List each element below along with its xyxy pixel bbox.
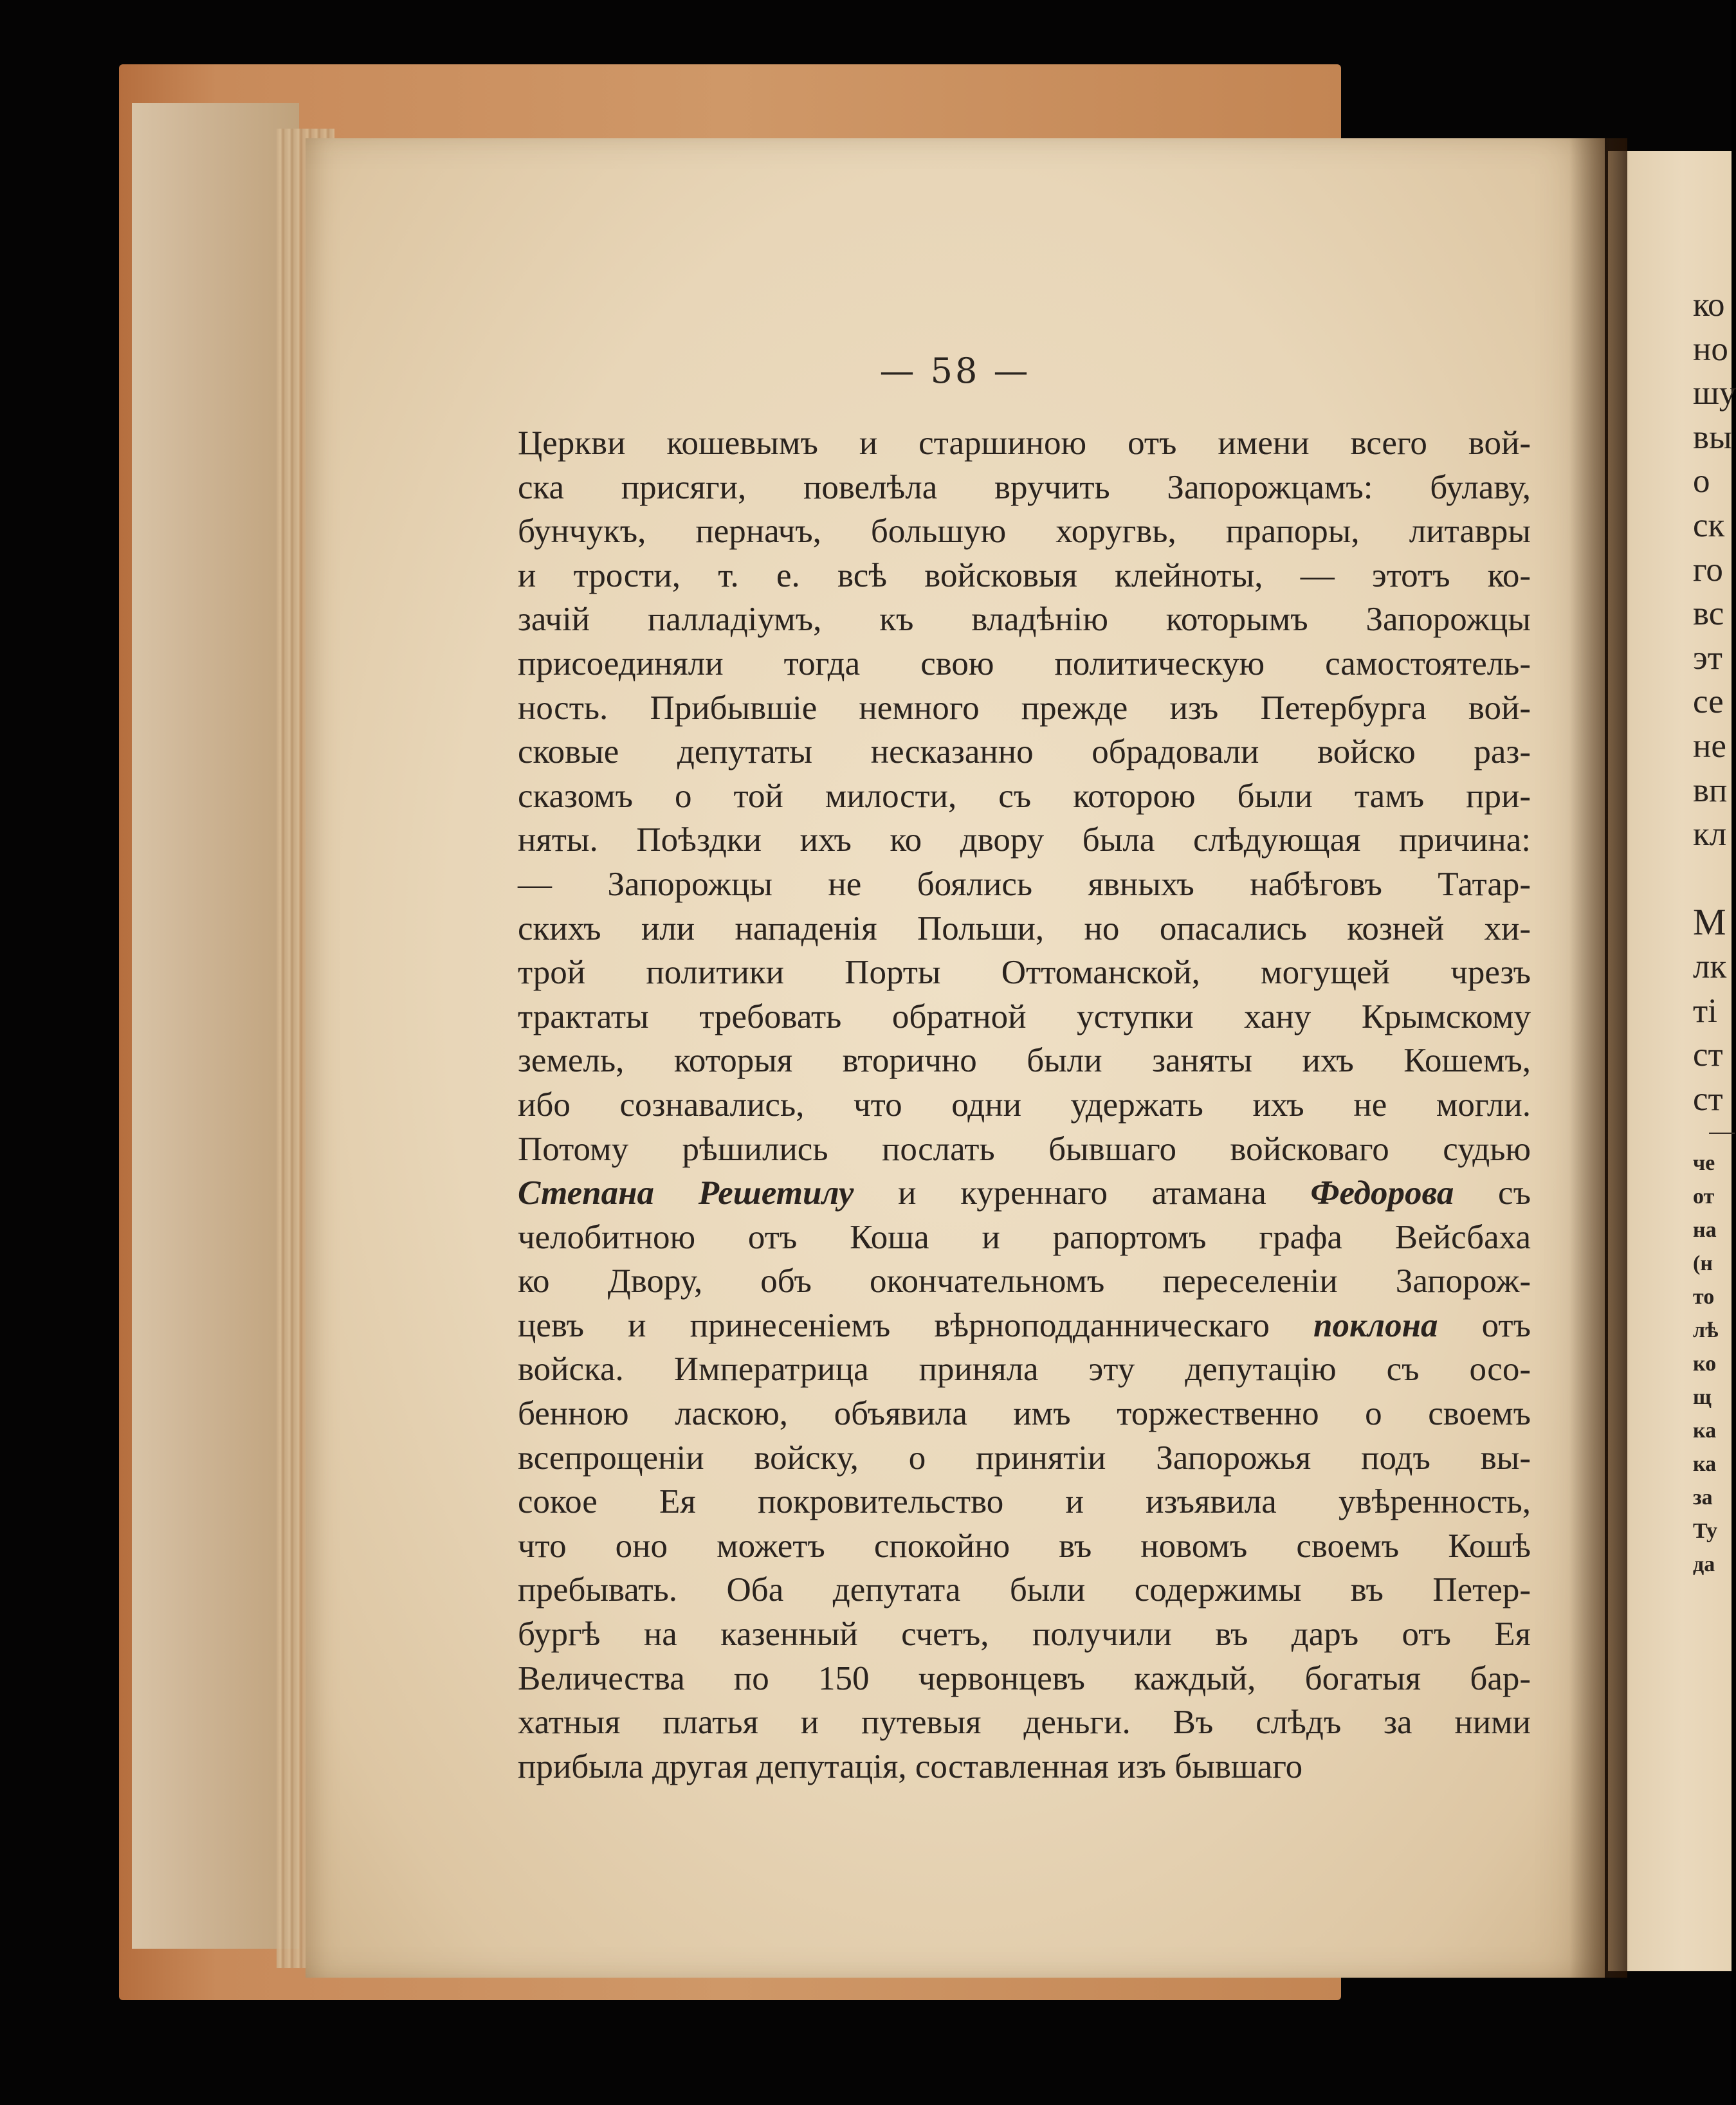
- footnote-fragment: за: [1693, 1486, 1713, 1510]
- emphasized-word: поклона: [1313, 1306, 1438, 1344]
- person-name: Степана Решетилу: [518, 1174, 854, 1212]
- footnote-fragment: ко: [1693, 1352, 1717, 1376]
- person-name: Федорова: [1310, 1174, 1454, 1212]
- text-line: всепрощеніи войску, о принятіи Запорожья подъ вы-: [518, 1439, 1531, 1477]
- text-line: хатныя платья и путевыя деньги. Въ слѣдъ за ними: [518, 1704, 1531, 1742]
- text-line: Величества по 150 червонцевъ каждый, богатыя бар-: [518, 1659, 1531, 1697]
- footnote-fragment: (н: [1693, 1252, 1713, 1276]
- text-line: трактаты требовать обратной уступки хану Крымскому: [518, 998, 1531, 1035]
- spacer: [1693, 857, 1736, 901]
- fragment: лк: [1693, 947, 1727, 985]
- page-block-edge: [132, 103, 299, 1949]
- text-line: Церкви кошевымъ и старшиною отъ имени всего вой-: [518, 424, 1531, 462]
- footnote-fragment: Ту: [1693, 1519, 1717, 1544]
- text-line: няты. Поѣздки ихъ ко двору была слѣдующая причина:: [518, 821, 1531, 859]
- text-line: сковые депутаты несказанно обрадовали войско раз-: [518, 733, 1531, 771]
- text-line: ко Двору, объ окончательномъ переселеніи Запорож-: [518, 1262, 1531, 1300]
- book-page-left: [306, 138, 1605, 1978]
- text-line: Потому рѣшились послать бывшаго войсковаго судью: [518, 1130, 1531, 1168]
- fragment: о: [1693, 462, 1710, 500]
- text-line: бенною ласкою, объявила имъ торжественно о своемъ: [518, 1395, 1531, 1433]
- fragment: шу: [1693, 374, 1736, 412]
- text-line-with-names: [518, 1171, 1531, 1216]
- text-fragment: съ: [1454, 1174, 1531, 1212]
- text-line: сокое Ея покровительство и изъявила увѣренность,: [518, 1483, 1531, 1521]
- fragment: не: [1693, 727, 1726, 765]
- text-line: — Запорожцы не боялись явныхъ набѣговъ Татар-: [518, 865, 1531, 903]
- text-line: и трости, т. е. всѣ войсковыя клейноты, — этотъ ко-: [518, 556, 1531, 594]
- text-line: войска. Императрица приняла эту депутацію съ осо-: [518, 1351, 1531, 1389]
- page-body-text: [518, 421, 1531, 1789]
- footnote-fragment: ка: [1693, 1452, 1717, 1477]
- fragment: се: [1693, 683, 1724, 721]
- text-line: зачій палладіумъ, къ владѣнію которымъ Запорожцы: [518, 601, 1531, 639]
- text-line-with-emphasis: [518, 1304, 1531, 1348]
- text-fragment: отъ: [1438, 1306, 1531, 1344]
- text-line: сказомъ о той милости, съ которою были тамъ при-: [518, 777, 1531, 815]
- text-line: что оно можетъ спокойно въ новомъ своемъ Кошѣ: [518, 1527, 1531, 1565]
- text-line: присоединяли тогда свою политическую самостоятель-: [518, 644, 1531, 682]
- text-line: бунчукъ, перначъ, большую хоругвь, прапоры, литавры: [518, 513, 1531, 551]
- fragment: эт: [1693, 639, 1722, 677]
- right-page-text-fragments: [1693, 283, 1736, 1581]
- text-line: земель, которыя вторично были заняты ихъ Кошемъ,: [518, 1042, 1531, 1080]
- fragment: ск: [1693, 506, 1725, 544]
- spine-shadow: [1569, 138, 1627, 1978]
- text-fragment: и куреннаго атамана: [854, 1174, 1311, 1212]
- fragment: го: [1693, 551, 1723, 588]
- text-line: бургѣ на казенный счетъ, получили въ даръ отъ Ея: [518, 1616, 1531, 1654]
- footnote-fragment: лѣ: [1693, 1318, 1719, 1343]
- page-number: — 58 —: [879, 351, 1031, 391]
- footnote-fragment: че: [1693, 1151, 1715, 1176]
- fragment: кл: [1693, 816, 1727, 853]
- text-line: прибыла другая депутація, составленная изъ бывшаго: [518, 1747, 1303, 1785]
- footnote-fragment: от: [1693, 1185, 1715, 1209]
- text-line: скихъ или нападенія Польши, но опасались козней хи-: [518, 909, 1531, 947]
- footnote-rule: [1693, 1121, 1736, 1147]
- fragment: но: [1693, 330, 1728, 368]
- text-line: пребывать. Оба депутата были содержимы въ Петер-: [518, 1571, 1531, 1609]
- footnote-fragment: щ: [1693, 1385, 1712, 1410]
- fragment: М: [1693, 901, 1726, 943]
- text-line: ибо сознавались, что одни удержать ихъ не могли.: [518, 1086, 1531, 1124]
- fragment: вс: [1693, 595, 1724, 633]
- fragment: вы: [1693, 418, 1732, 456]
- fragment: вп: [1693, 771, 1728, 809]
- text-line: ность. Прибывшіе немного прежде изъ Петербурга вой-: [518, 689, 1531, 727]
- text-fragment: цевъ и принесеніемъ вѣрноподданническаго: [518, 1306, 1313, 1344]
- footnote-fragment: да: [1693, 1553, 1715, 1577]
- text-line: челобитною отъ Коша и рапортомъ графа Вейсбаха: [518, 1218, 1531, 1256]
- fragment: ті: [1693, 992, 1717, 1030]
- fragment: ко: [1693, 286, 1725, 323]
- text-line: ска присяги, повелѣла вручить Запорожцамъ: булаву,: [518, 468, 1531, 506]
- fragment: ст: [1693, 1036, 1723, 1074]
- text-line: трой политики Порты Оттоманской, могущей чрезъ: [518, 954, 1531, 992]
- footnote-fragment: на: [1693, 1218, 1717, 1243]
- footnote-fragment: ка: [1693, 1419, 1717, 1443]
- fragment: ст: [1693, 1080, 1723, 1118]
- footnote-fragment: то: [1693, 1285, 1715, 1309]
